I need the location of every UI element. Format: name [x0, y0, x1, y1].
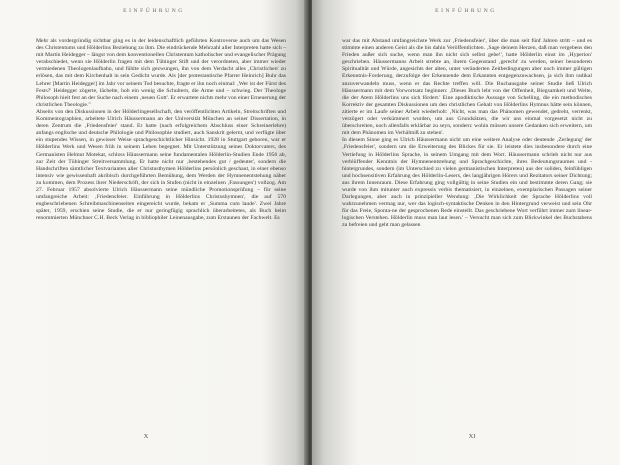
- right-page-body: [342, 38, 592, 230]
- left-paragraph-2: Abseits von den Diskussionen in der Hölderlingesellschaft, den veröffentlichten Artikeln, Streitschriften und Kommentographien, arbeitete Ulrich Häussermann an der Universität München an seiner Dissertation, in deren Zentrum die ‚Friedensfeier' stand. Er hatte (nach erfolgreichem Abschluss einer Schreinerlehre) anfangs englische und deutsche Philologie und Philosophie studiert, auch Sanskrit gelernt, und verfügte über ein stupendes Wissen, in gewisser Weise sprachgeschichtlicher Hinsicht. 1928 in Stuttgart geboren, war er Hölderlins Werk und Wesen früh in seinem Leben begegnet. Mit Unterstützung seines Doktorvaters, des Germanisten Helmut Motekat, schloss Häussermann seine fundamentalen Hölderlin-Studien Ende 1956 ab, zur Zeit der Tübinger Streitversammlung. Er hatte nicht nur ‚bestehendes gut / gedeutet', sondern die Handschriften sämtlicher Textvarianten aller Christusthymen Hölderlins persönlich geschaut, in einer ebenso intensiv wie gewissenhaft akribisch durchgeführten Bemühung, dem Werden der Hymnenentstehung näher zu kommen, dem Prozess ihrer Niederschrift, der sich in Stufen (nicht in einzelnen ‚Fassungen') vollzog. Am 27. Februar 1957 absolvierte Ulrich Häussermann seine mündliche Promotionsprüfung – für seine umfangreiche Arbeit: ‚Friedensfeier. Einführung in Hölderlins Christushymnen', die auf 570 engbeschriebenen Schreibmaschinenseiten eingereicht wurde, bekam er ‚Summa cum laude'. Zwei Jahre später, 1959, erschien seine Studie, die er nur geringfügig sprachlich überarbeitetes, als Buch beim renommierten Münchner C.H. Beck Verlag in bibliophiler Leinenausgabe, zum Erstaunen der Fachwelt. Es: [36, 108, 286, 222]
- right-page: [312, 0, 620, 465]
- left-running-head: EINFÜHRUNG: [123, 8, 185, 14]
- left-page-body: [36, 38, 286, 222]
- right-paragraph-2: In diesem Sinne ging es Ulrich Häussermann nicht um eine weitere Analyse oder deutende ‚Zerlegung' der ‚Friedensfeier', sondern um die Erweiterung des Blickes für sie. Er leistete dies insbesondere durch eine Vertiefung in Hölderlins Sprache, in seinem Umgang mit dem Wort. Häussermann schrieb nicht nur aus verblüffender Kenntnis der Hymnenentstehung und Sprachgeschichte, ihres Bedeutungsraumes und -hintergrundes, sondern (im Unterschied zu vielen germanistischen Interpreten) aus der soliden, feinfühligen und hochsensitiven Erfahrung des Hölderlin-Lesers, des langjährigen Hörers und Rezitators seiner Dichtung; aus ihrem Innenraum. Diese Erfahrung ging vollgültig in seine Studien ein und bestimmte deren Gang; sie wurde von ihm mitunter auch expressis verbis thematisiert, in einzelnen, exemplarischen Passagen seiner Darlegungen, aber auch in prinzipieller Wendung: ‚Die Wirklichkeit der Sprache Hölderlins voll wahrzunehmen vermag nur, wer das logisch-syntaktische Denken in den Hintergrund verweist und sein Ohr für das Freie, Sponta-ne der gesprochenen Rede einstellt. Das geschriebene Wort verführt immer zum linear-logischen Verstehen. Hölderlin muss man laut lesen.' – Versucht man sich zum Blickwinkel des Buchstabens zu befreien und geht man gelassen: [342, 137, 592, 229]
- right-paragraph-1: war das mit Abstand umfangreichste Werk zur ‚Friedensfeier', über die man seit fünf Jahren stritt – und es stimmte einen anderen Geist als die bis dahin Veröffentlichten. ‚Sage deinem Herzen, daß man vergebens den Frieden außer sich suche, wenn man ihn nicht sich selbst gebe!', hatte Hölderlin einst im ‚Hyperion' geschrieben. Häussermanns Arbeit strebte an, ihrem Gegenstand ‚gerecht' zu werden, seiner besonderen Spiritualität und Würde, angesichts der alten, unter veränderten Zeitbedingungen aber noch immer gültigen Erkenntnis-Forderung, derzufolge der Erkennende dem Erkannten entgegenzuwachsen, ja sich ihm radikal anzuverwandeln muss, wenn er das Rechte treffen will. Die Buchausgabe seiner Studie ließ Ulrich Häussermann mit dem Vorwortsatz beginnen: ‚Dieses Buch lebt von der Offenheit, Biegsamkeit und Weite, die der Atem Hölderlins uns sich fördert.' Eine apodiktische Aussage von Schelling, die ein methodisches Korrektiv der gesamten Diskussionen um den christlichen Gehalt von Hölderlins Hymnus hätte sein können, zitierte er im Laufe seiner Arbeit wiederholt: ‚Nicht, was man das Phänomen gewendet, gedreht, verrenkt, verzögert oder verkümmert wurden, um aus Grundsätzen, die wir uns einmal vorgesetzt nicht zu überschreiten, noch allenfalls erklärbar zu seyn, sondern: wohin müssen unsere Gedanken sich erweitern, um mit dem Phänomen im Verhältniß zu stehen'.: [342, 38, 592, 137]
- left-page: [0, 0, 308, 465]
- right-running-head: EINFÜHRUNG: [435, 8, 497, 14]
- left-paragraph-1: Mehr als vordergründig sichtbar ging es in der leidenschaftlich geführten Kontroverse auch um das Wesen des Christentums und Hölderlins Beziehung zu ihm. Die eindrückende Mehrzahl aller Interpreten hatte sich – mit Martin Heidegger – längst von dem konventionellen Christentum katholischer und evangelischer Prägung verabschiedet, wenn sie Hölderlin fragen mit dem Tübinger Stift und der verordneten, aber immer wieder vermiedenen Theologenlaufbahn, und fühlte sich gezwungen, ihn von dem Verdacht alles ‚Christlichen' zu erlösen, das mit dem Kirchenhalt in sein Gedicht wurde. Als [der protestantische Pfarrer Heinrich] Buhr das Lehrer [Martin Heidegger] im Jahr vor seinem Tod besuchte, fragte er ihn noch einmal: ‚Wer ist der Fürst des Fests?' Heidegger zögerte, lächelte, hob ein wenig die Schultern, die Arme und – schwieg. Der Theologe Philosoph hielt fest an der Suche nach einem ‚neuen Gott'. Er erwartete nichts mehr von einer Erneuerung der christlichen Theologie.": [36, 38, 286, 108]
- right-page-number: XI: [468, 433, 476, 440]
- left-page-number: X: [143, 433, 149, 440]
